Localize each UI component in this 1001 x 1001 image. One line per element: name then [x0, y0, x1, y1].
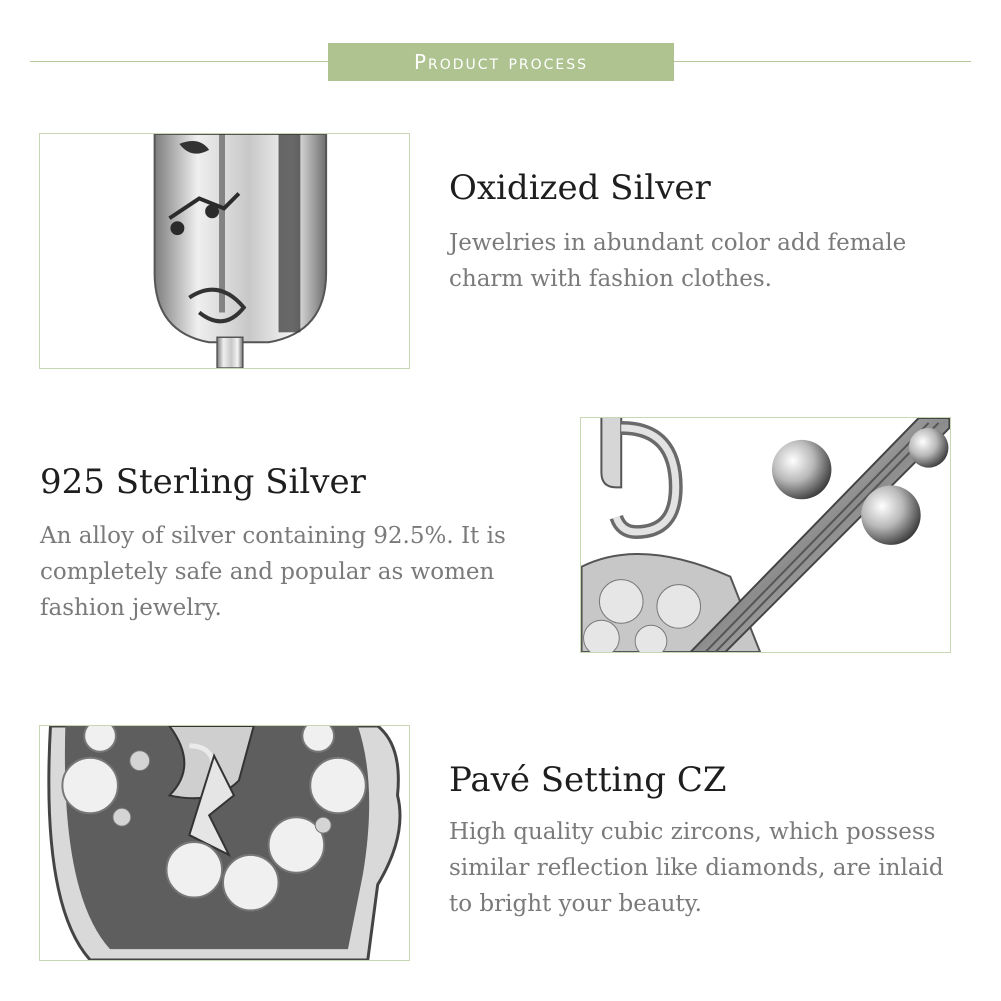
header-divider-right [674, 61, 971, 62]
oxidized-silver-photo [39, 133, 410, 369]
section-title-sterling: 925 Sterling Silver [40, 462, 366, 502]
cup-charm-image [40, 134, 409, 368]
violin-charm-image [581, 418, 950, 652]
section-title-oxidized: Oxidized Silver [449, 168, 711, 208]
header-divider-left [30, 61, 328, 62]
sterling-silver-photo [580, 417, 951, 653]
pave-setting-photo [39, 725, 410, 961]
section-header [328, 43, 674, 81]
section-header-title: Product process [413, 50, 589, 74]
section-desc-pave: High quality cubic zircons, which possess similar reflection like diamonds, are inlaid to bright your beauty. [449, 819, 944, 917]
section-title-pave: Pavé Setting CZ [449, 760, 727, 800]
section-desc-sterling: An alloy of silver containing 92.5%. It is completely safe and popular as women fashion jewelry. [40, 523, 506, 621]
pave-violin-image [40, 726, 409, 960]
section-desc-oxidized: Jewelries in abundant color add female charm with fashion clothes. [449, 230, 907, 292]
